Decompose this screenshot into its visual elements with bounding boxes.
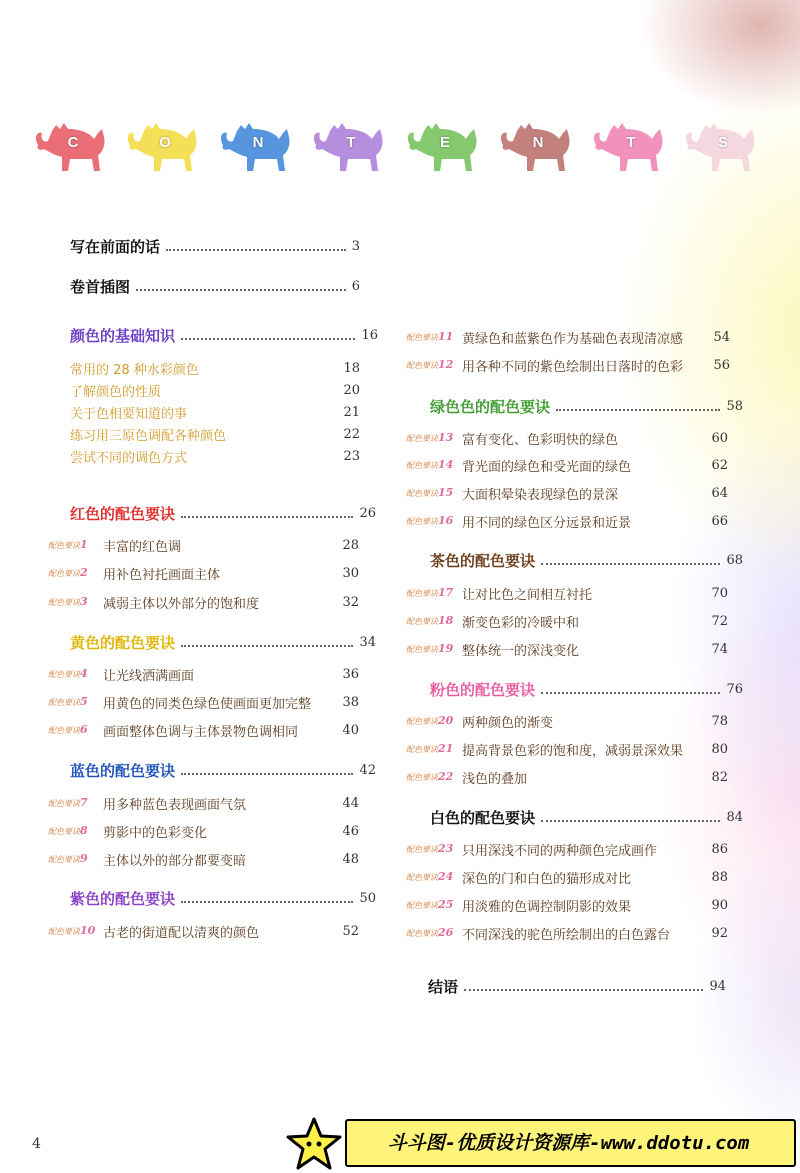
toc-section[interactable] [430, 679, 743, 700]
toc-item[interactable] [462, 868, 728, 887]
item-title: 丰富的红色调 [103, 540, 182, 555]
section-page: 6 [351, 279, 360, 294]
item-title: 练习用三原色调配各种颜色 [70, 429, 227, 444]
item-page: 64 [711, 486, 728, 501]
item-title: 黄绿色和蓝紫色作为基础色表现清凉感 [462, 332, 684, 347]
toc-item[interactable] [462, 456, 728, 475]
toc-item[interactable] [103, 822, 359, 841]
tip-mark-label: 配色要诀 [48, 827, 80, 836]
tip-mark-label: 配色要诀 [406, 361, 438, 370]
section-page: 58 [726, 399, 743, 414]
section-page: 50 [359, 891, 376, 906]
header-cat-8 [680, 115, 760, 175]
tip-number-mark [48, 538, 100, 554]
item-page: 90 [711, 898, 728, 913]
leader-dots [166, 249, 346, 251]
item-title: 提高背景色彩的饱和度，减弱景深效果 [462, 744, 684, 759]
toc-section[interactable] [430, 396, 743, 417]
tip-number-mark [406, 586, 458, 602]
tip-number: 5 [80, 695, 88, 708]
header-cat-4 [308, 115, 388, 175]
item-title: 浅色的叠加 [462, 772, 528, 787]
item-title: 整体统一的深浅变化 [462, 644, 580, 659]
header-letter: T [346, 134, 356, 151]
item-page: 38 [342, 695, 359, 710]
tip-number-mark [48, 667, 100, 683]
section-title: 白色的配色要诀 [430, 809, 536, 827]
section-title: 卷首插图 [70, 278, 131, 296]
toc-section[interactable] [428, 976, 726, 997]
item-page: 72 [711, 614, 728, 629]
toc-section[interactable] [70, 276, 360, 297]
item-page: 32 [342, 595, 359, 610]
tip-number-mark [406, 486, 458, 502]
item-page: 46 [342, 824, 359, 839]
section-title: 黄色的配色要诀 [70, 634, 176, 652]
star-icon [283, 1116, 345, 1172]
toc-section[interactable] [430, 807, 743, 828]
tip-number: 6 [80, 723, 88, 736]
tip-number: 10 [80, 924, 96, 937]
item-page: 18 [343, 361, 360, 376]
header-cat-5 [402, 115, 482, 175]
tip-number-mark [406, 514, 458, 530]
tip-mark-label: 配色要诀 [48, 569, 80, 578]
tip-mark-label: 配色要诀 [406, 717, 438, 726]
leader-dots [556, 409, 720, 411]
toc-section[interactable] [70, 760, 376, 781]
toc-item[interactable] [103, 536, 359, 555]
item-title: 了解颜色的性质 [70, 385, 162, 400]
header-letter: T [626, 134, 636, 151]
toc-item[interactable] [462, 768, 728, 787]
toc-item[interactable] [103, 922, 359, 941]
banner-text: 斗斗图-优质设计资源库-www.ddotu.com [387, 1131, 750, 1154]
toc-item[interactable] [70, 403, 360, 422]
section-page: 76 [726, 682, 743, 697]
tip-mark-label: 配色要诀 [48, 698, 80, 707]
toc-item[interactable] [103, 593, 359, 612]
toc-item[interactable] [103, 665, 359, 684]
section-title: 结语 [428, 978, 459, 996]
item-page: 22 [343, 427, 360, 442]
item-title: 用多种蓝色表现画面气氛 [103, 798, 247, 813]
item-title: 减弱主体以外部分的饱和度 [103, 597, 260, 612]
header-cat-3 [215, 115, 295, 175]
tip-number-mark [48, 924, 100, 940]
tip-number: 13 [438, 431, 454, 444]
section-page: 3 [351, 239, 360, 254]
item-title: 画面整体色调与主体景物色调相同 [103, 725, 299, 740]
item-title: 用淡雅的色调控制阴影的效果 [462, 900, 632, 915]
section-title: 紫色的配色要诀 [70, 890, 176, 908]
item-page: 23 [343, 449, 360, 464]
item-title: 两种颜色的渐变 [462, 716, 554, 731]
toc-item[interactable] [70, 381, 360, 400]
toc-item[interactable] [103, 693, 359, 712]
watermark-banner [283, 1116, 798, 1170]
section-title: 粉色的配色要诀 [430, 681, 536, 699]
header-cat-2 [122, 115, 202, 175]
header-cat-1 [30, 115, 110, 175]
toc-item[interactable] [462, 712, 728, 731]
item-page: 36 [342, 667, 359, 682]
tip-mark-label: 配色要诀 [406, 517, 438, 526]
item-page: 20 [343, 383, 360, 398]
tip-number: 26 [438, 926, 454, 939]
toc-item[interactable] [462, 740, 728, 759]
leader-dots [181, 516, 353, 518]
tip-number: 25 [438, 898, 454, 911]
header-cat-6 [495, 115, 575, 175]
toc-item[interactable] [462, 840, 728, 859]
tip-mark-label: 配色要诀 [406, 773, 438, 782]
tip-mark-label: 配色要诀 [406, 434, 438, 443]
item-title: 富有变化、色彩明快的绿色 [462, 433, 619, 448]
toc-section[interactable] [70, 632, 376, 653]
tip-mark-label: 配色要诀 [406, 589, 438, 598]
tip-number-mark [48, 566, 100, 582]
toc-item[interactable] [103, 721, 359, 740]
toc-item[interactable] [70, 359, 360, 378]
item-page: 74 [711, 642, 728, 657]
toc-item[interactable] [70, 447, 360, 466]
item-title: 用各种不同的紫色绘制出日落时的色彩 [462, 360, 684, 375]
tip-number-mark [48, 595, 100, 611]
tip-number: 9 [80, 852, 88, 865]
toc-item[interactable] [462, 328, 730, 347]
section-title: 茶色的配色要诀 [430, 552, 536, 570]
item-page: 92 [711, 926, 728, 941]
item-page: 44 [342, 796, 359, 811]
tip-mark-label: 配色要诀 [406, 617, 438, 626]
tip-mark-label: 配色要诀 [48, 855, 80, 864]
toc-item[interactable] [462, 512, 728, 531]
tip-number: 15 [438, 486, 454, 499]
leader-dots [541, 820, 720, 822]
item-title: 渐变色彩的冷暖中和 [462, 616, 580, 631]
item-title: 让对比色之间相互衬托 [462, 588, 593, 603]
tip-number: 7 [80, 796, 88, 809]
item-title: 用补色衬托画面主体 [103, 568, 221, 583]
toc-section[interactable] [70, 503, 376, 524]
tip-mark-label: 配色要诀 [406, 873, 438, 882]
header-letter: N [532, 134, 544, 151]
section-title: 颜色的基础知识 [70, 327, 176, 345]
section-page: 68 [726, 553, 743, 568]
toc-item[interactable] [103, 794, 359, 813]
item-title: 尝试不同的调色方式 [70, 451, 188, 466]
tip-number-mark [406, 642, 458, 658]
item-page: 52 [342, 924, 359, 939]
section-page: 26 [359, 506, 376, 521]
item-page: 78 [711, 714, 728, 729]
tip-number-mark [406, 898, 458, 914]
toc-section[interactable] [70, 236, 360, 257]
item-page: 88 [711, 870, 728, 885]
tip-number: 12 [438, 358, 454, 371]
tip-number-mark [406, 926, 458, 942]
item-title: 深色的门和白色的猫形成对比 [462, 872, 632, 887]
toc-section[interactable] [430, 550, 743, 571]
item-page: 62 [711, 458, 728, 473]
tip-number-mark [48, 824, 100, 840]
tip-number-mark [406, 458, 458, 474]
toc-item[interactable] [462, 896, 728, 915]
toc-item[interactable] [462, 924, 728, 943]
section-title: 蓝色的配色要诀 [70, 762, 176, 780]
item-title: 不同深浅的驼色所绘制出的白色露台 [462, 928, 671, 943]
toc-item[interactable] [462, 584, 728, 603]
section-title: 绿色色的配色要诀 [430, 398, 551, 416]
tip-number: 11 [438, 330, 454, 343]
section-page: 16 [361, 328, 378, 343]
leader-dots [541, 563, 720, 565]
tip-number-mark [406, 358, 458, 374]
tip-number-mark [406, 842, 458, 858]
tip-mark-label: 配色要诀 [406, 901, 438, 910]
item-page: 82 [711, 770, 728, 785]
item-page: 48 [342, 852, 359, 867]
tip-number: 24 [438, 870, 454, 883]
toc-item[interactable] [462, 612, 728, 631]
item-title: 关于色相要知道的事 [70, 407, 188, 422]
tip-mark-label: 配色要诀 [48, 927, 80, 936]
tip-number: 16 [438, 514, 454, 527]
item-title: 用黄色的同类色绿色使画面更加完整 [103, 697, 312, 712]
item-title: 用不同的绿色区分远景和近景 [462, 516, 632, 531]
tip-mark-label: 配色要诀 [406, 489, 438, 498]
header-letter: C [67, 134, 79, 151]
item-title: 主体以外的部分都要变暗 [103, 854, 247, 869]
tip-number: 23 [438, 842, 454, 855]
tip-mark-label: 配色要诀 [48, 726, 80, 735]
tip-number-mark [406, 870, 458, 886]
tip-mark-label: 配色要诀 [406, 461, 438, 470]
header-letter: O [159, 134, 171, 151]
tip-number: 2 [80, 566, 88, 579]
item-page: 70 [711, 586, 728, 601]
leader-dots [181, 901, 353, 903]
tip-mark-label: 配色要诀 [406, 645, 438, 654]
toc-section[interactable] [70, 325, 378, 346]
item-page: 21 [343, 405, 360, 420]
tip-number: 17 [438, 586, 454, 599]
tip-mark-label: 配色要诀 [48, 670, 80, 679]
page-number: 4 [32, 1136, 41, 1152]
item-page: 66 [711, 514, 728, 529]
item-page: 60 [711, 431, 728, 446]
tip-number-mark [48, 852, 100, 868]
tip-number-mark [406, 431, 458, 447]
tip-number-mark [48, 796, 100, 812]
leader-dots [136, 289, 346, 291]
toc-item[interactable] [462, 640, 728, 659]
tip-number-mark [406, 770, 458, 786]
tip-number: 22 [438, 770, 454, 783]
toc-section[interactable] [70, 888, 376, 909]
item-page: 28 [342, 538, 359, 553]
tip-mark-label: 配色要诀 [48, 541, 80, 550]
toc-item[interactable] [462, 356, 730, 375]
tip-number: 19 [438, 642, 454, 655]
tip-number: 18 [438, 614, 454, 627]
tip-number-mark [48, 723, 100, 739]
tip-number-mark [406, 714, 458, 730]
leader-dots [181, 645, 353, 647]
toc-item[interactable] [70, 425, 360, 444]
item-title: 背光面的绿色和受光面的绿色 [462, 460, 632, 475]
item-page: 56 [713, 358, 730, 373]
item-page: 54 [713, 330, 730, 345]
item-page: 40 [342, 723, 359, 738]
item-title: 只用深浅不同的两种颜色完成画作 [462, 844, 658, 859]
toc-item[interactable] [462, 429, 728, 448]
tip-number: 20 [438, 714, 454, 727]
tip-number: 1 [80, 538, 88, 551]
leader-dots [181, 338, 355, 340]
item-title: 剪影中的色彩变化 [103, 826, 208, 841]
tip-mark-label: 配色要诀 [406, 745, 438, 754]
tip-number: 3 [80, 595, 88, 608]
section-page: 42 [359, 763, 376, 778]
item-page: 86 [711, 842, 728, 857]
toc-item[interactable] [462, 484, 728, 503]
tip-number-mark [406, 614, 458, 630]
tip-number-mark [48, 695, 100, 711]
tip-number: 4 [80, 667, 88, 680]
item-title: 常用的 28 种水彩颜色 [70, 363, 199, 378]
tip-mark-label: 配色要诀 [48, 598, 80, 607]
tip-number: 8 [80, 824, 88, 837]
item-page: 30 [342, 566, 359, 581]
item-title: 让光线洒满画面 [103, 669, 195, 684]
section-page: 84 [726, 810, 743, 825]
tip-mark-label: 配色要诀 [48, 799, 80, 808]
tip-mark-label: 配色要诀 [406, 333, 438, 342]
section-page: 34 [359, 635, 376, 650]
tip-number-mark [406, 330, 458, 346]
leader-dots [181, 773, 353, 775]
toc-item[interactable] [103, 850, 359, 869]
header-letter: N [252, 134, 264, 151]
leader-dots [541, 692, 720, 694]
header-letter: E [439, 134, 450, 151]
tip-mark-label: 配色要诀 [406, 845, 438, 854]
toc-item[interactable] [103, 564, 359, 583]
tip-mark-label: 配色要诀 [406, 929, 438, 938]
item-title: 古老的街道配以清爽的颜色 [103, 926, 260, 941]
item-page: 80 [711, 742, 728, 757]
tip-number: 14 [438, 458, 454, 471]
tip-number: 21 [438, 742, 454, 755]
header-cat-7 [588, 115, 668, 175]
header-letter: S [717, 134, 728, 151]
item-title: 大面积晕染表现绿色的景深 [462, 488, 619, 503]
section-page: 94 [709, 979, 726, 994]
tip-number-mark [406, 742, 458, 758]
section-title: 红色的配色要诀 [70, 505, 176, 523]
section-title: 写在前面的话 [70, 238, 161, 256]
leader-dots [464, 989, 703, 991]
